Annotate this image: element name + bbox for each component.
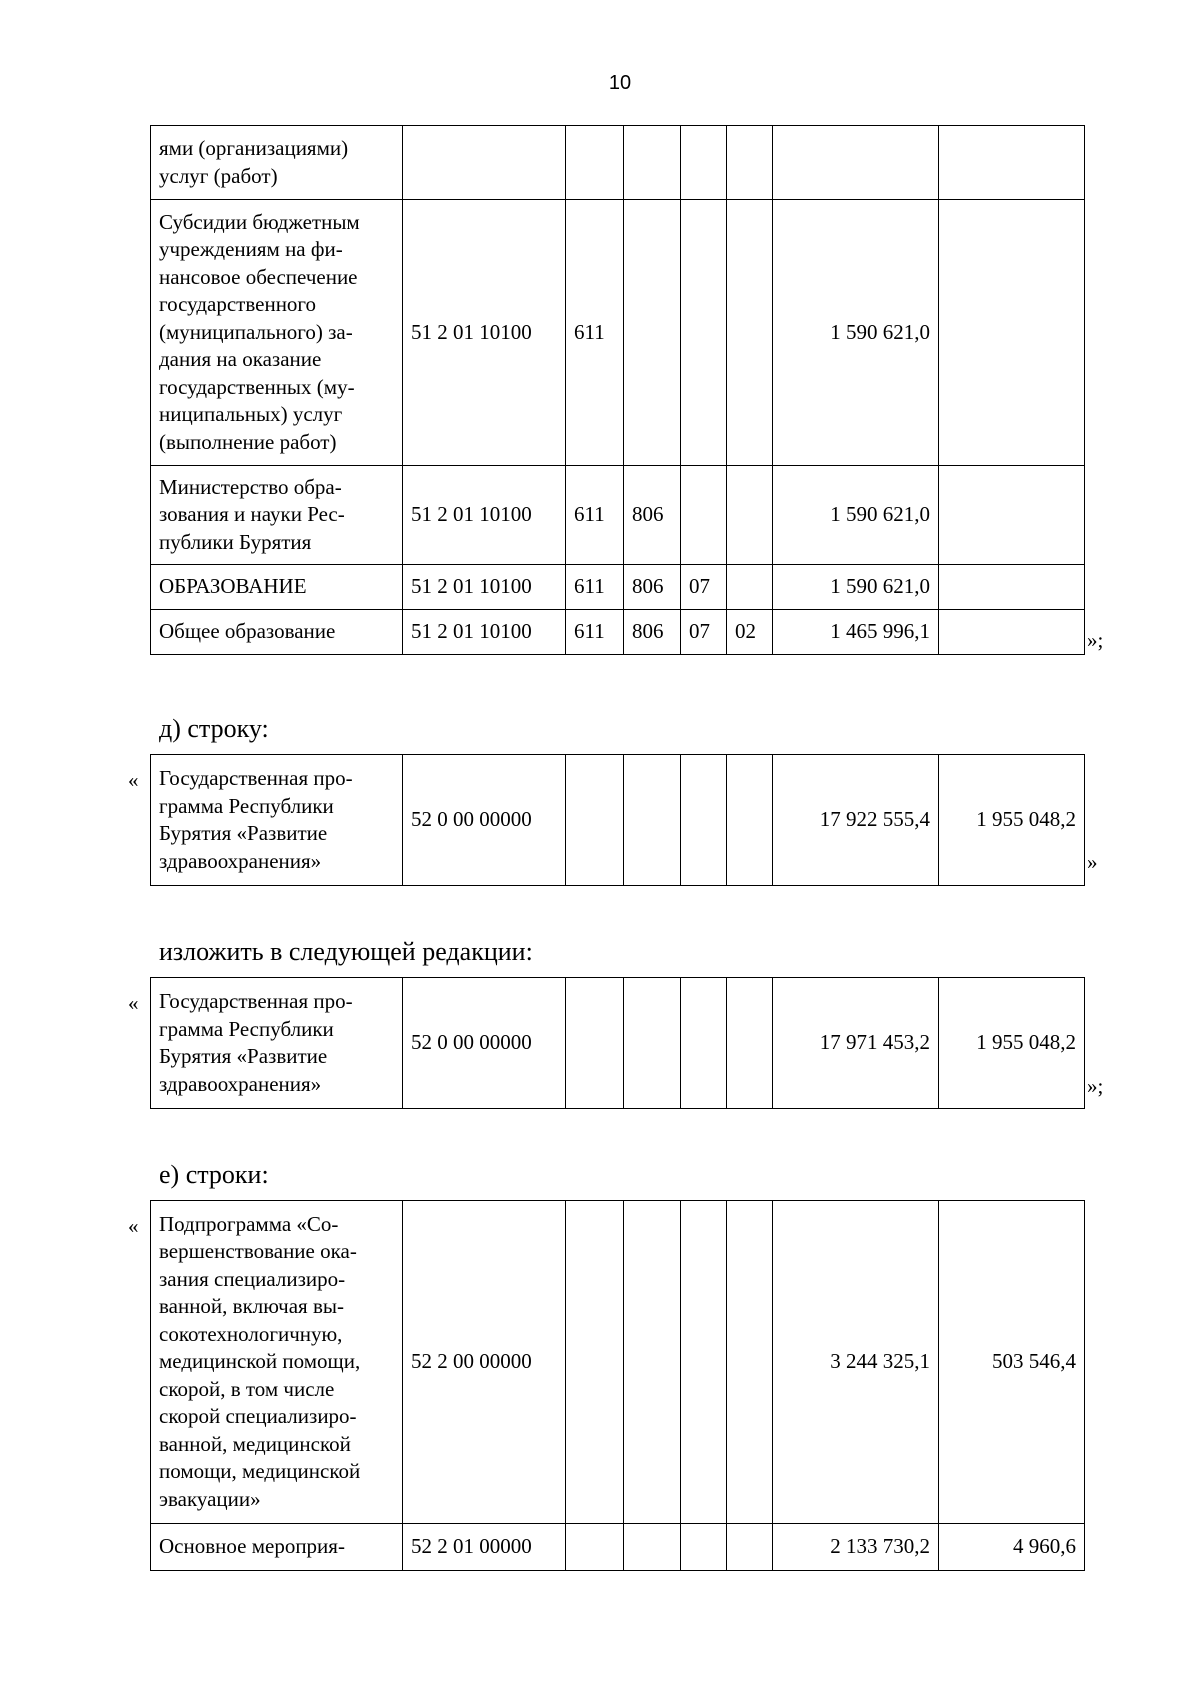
expense-type-code — [566, 126, 624, 200]
row-name: Основное мероприя- — [151, 1524, 403, 1571]
target-article-code: 52 2 00 00000 — [403, 1201, 566, 1524]
section-code — [681, 755, 727, 886]
subsection-code — [727, 126, 773, 200]
new-row-table — [150, 977, 1085, 1109]
ministry-code: 806 — [624, 610, 681, 655]
expense-type-code: 611 — [566, 610, 624, 655]
table-row — [151, 1201, 1085, 1524]
subsection-code — [727, 565, 773, 610]
ministry-code: 806 — [624, 466, 681, 565]
row-name: ОБРАЗОВАНИЕ — [151, 565, 403, 610]
amount-total: 1 590 621,0 — [773, 200, 939, 466]
table-row — [151, 126, 1085, 200]
target-article-code: 51 2 01 10100 — [403, 466, 566, 565]
section-code — [681, 466, 727, 565]
table-row — [151, 200, 1085, 466]
closing-quote: »; — [1087, 1074, 1104, 1098]
subsection-code — [727, 978, 773, 1109]
amount-total — [773, 126, 939, 200]
amount-federal: 1 955 048,2 — [939, 978, 1085, 1109]
subsection-code: 02 — [727, 610, 773, 655]
closing-quote: » — [1087, 850, 1098, 874]
opening-quote: « — [128, 1214, 139, 1238]
target-article-code: 51 2 01 10100 — [403, 200, 566, 466]
subsection-code — [727, 200, 773, 466]
row-name: Министерство обра- зования и науки Рес- публики Бурятия — [151, 466, 403, 565]
expense-type-code: 611 — [566, 565, 624, 610]
table-row — [151, 1524, 1085, 1571]
amount-total: 17 971 453,2 — [773, 978, 939, 1109]
ministry-code — [624, 978, 681, 1109]
table-row — [151, 565, 1085, 610]
section-code — [681, 978, 727, 1109]
section-heading: изложить в следующей редакции: — [159, 937, 533, 966]
budget-table-continuation — [150, 125, 1085, 655]
amount-total: 1 590 621,0 — [773, 565, 939, 610]
amount-total: 3 244 325,1 — [773, 1201, 939, 1524]
amount-federal — [939, 200, 1085, 466]
amount-federal — [939, 610, 1085, 655]
section-code — [681, 1524, 727, 1571]
ministry-code — [624, 200, 681, 466]
amount-federal: 4 960,6 — [939, 1524, 1085, 1571]
row-name: Общее образование — [151, 610, 403, 655]
old-row-table — [150, 754, 1085, 886]
amount-total: 1 465 996,1 — [773, 610, 939, 655]
row-name: ями (организациями) услуг (работ) — [151, 126, 403, 200]
closing-quote: »; — [1087, 628, 1104, 652]
target-article-code: 52 0 00 00000 — [403, 755, 566, 886]
expense-type-code: 611 — [566, 200, 624, 466]
table-row — [151, 755, 1085, 886]
section-heading: д) строку: — [159, 714, 269, 743]
subsection-code — [727, 1201, 773, 1524]
section-code: 07 — [681, 565, 727, 610]
amount-federal — [939, 565, 1085, 610]
subsection-code — [727, 755, 773, 886]
opening-quote: « — [128, 991, 139, 1015]
target-article-code: 51 2 01 10100 — [403, 610, 566, 655]
ministry-code — [624, 126, 681, 200]
ministry-code — [624, 1524, 681, 1571]
amount-total: 1 590 621,0 — [773, 466, 939, 565]
expense-type-code — [566, 1201, 624, 1524]
subsection-code — [727, 1524, 773, 1571]
amount-federal: 503 546,4 — [939, 1201, 1085, 1524]
ministry-code — [624, 1201, 681, 1524]
amount-total: 17 922 555,4 — [773, 755, 939, 886]
row-name: Государственная про- грамма Республики Бурятия «Развитие здравоохранения» — [151, 978, 403, 1109]
table-row — [151, 978, 1085, 1109]
target-article-code: 51 2 01 10100 — [403, 565, 566, 610]
row-name: Государственная про- грамма Республики Бурятия «Развитие здравоохранения» — [151, 755, 403, 886]
page-number: 10 — [608, 72, 632, 94]
table-row — [151, 466, 1085, 565]
section-code — [681, 126, 727, 200]
ministry-code: 806 — [624, 565, 681, 610]
section-code — [681, 1201, 727, 1524]
amount-federal: 1 955 048,2 — [939, 755, 1085, 886]
section-code — [681, 200, 727, 466]
ministry-code — [624, 755, 681, 886]
subsection-code — [727, 466, 773, 565]
amount-federal — [939, 466, 1085, 565]
row-name: Субсидии бюджетным учреждениям на фи- нансовое обеспечение государственного (муниципального) за- дания на оказание государственных (му- ниципальных) услуг (выполнение работ) — [151, 200, 403, 466]
expense-type-code: 611 — [566, 466, 624, 565]
opening-quote: « — [128, 768, 139, 792]
amount-federal — [939, 126, 1085, 200]
rows-table — [150, 1200, 1085, 1571]
target-article-code: 52 0 00 00000 — [403, 978, 566, 1109]
target-article-code — [403, 126, 566, 200]
section-heading: е) строки: — [159, 1160, 269, 1189]
expense-type-code — [566, 1524, 624, 1571]
row-name: Подпрограмма «Со- вершенствование ока- зания специализиро- ванной, включая вы- сокотехнологичную, медицинской помощи, скорой, в том числе скорой специализиро- ванной, медицинской помощи, медицинской эвакуации» — [151, 1201, 403, 1524]
expense-type-code — [566, 978, 624, 1109]
section-code: 07 — [681, 610, 727, 655]
table-row — [151, 610, 1085, 655]
target-article-code: 52 2 01 00000 — [403, 1524, 566, 1571]
amount-total: 2 133 730,2 — [773, 1524, 939, 1571]
expense-type-code — [566, 755, 624, 886]
